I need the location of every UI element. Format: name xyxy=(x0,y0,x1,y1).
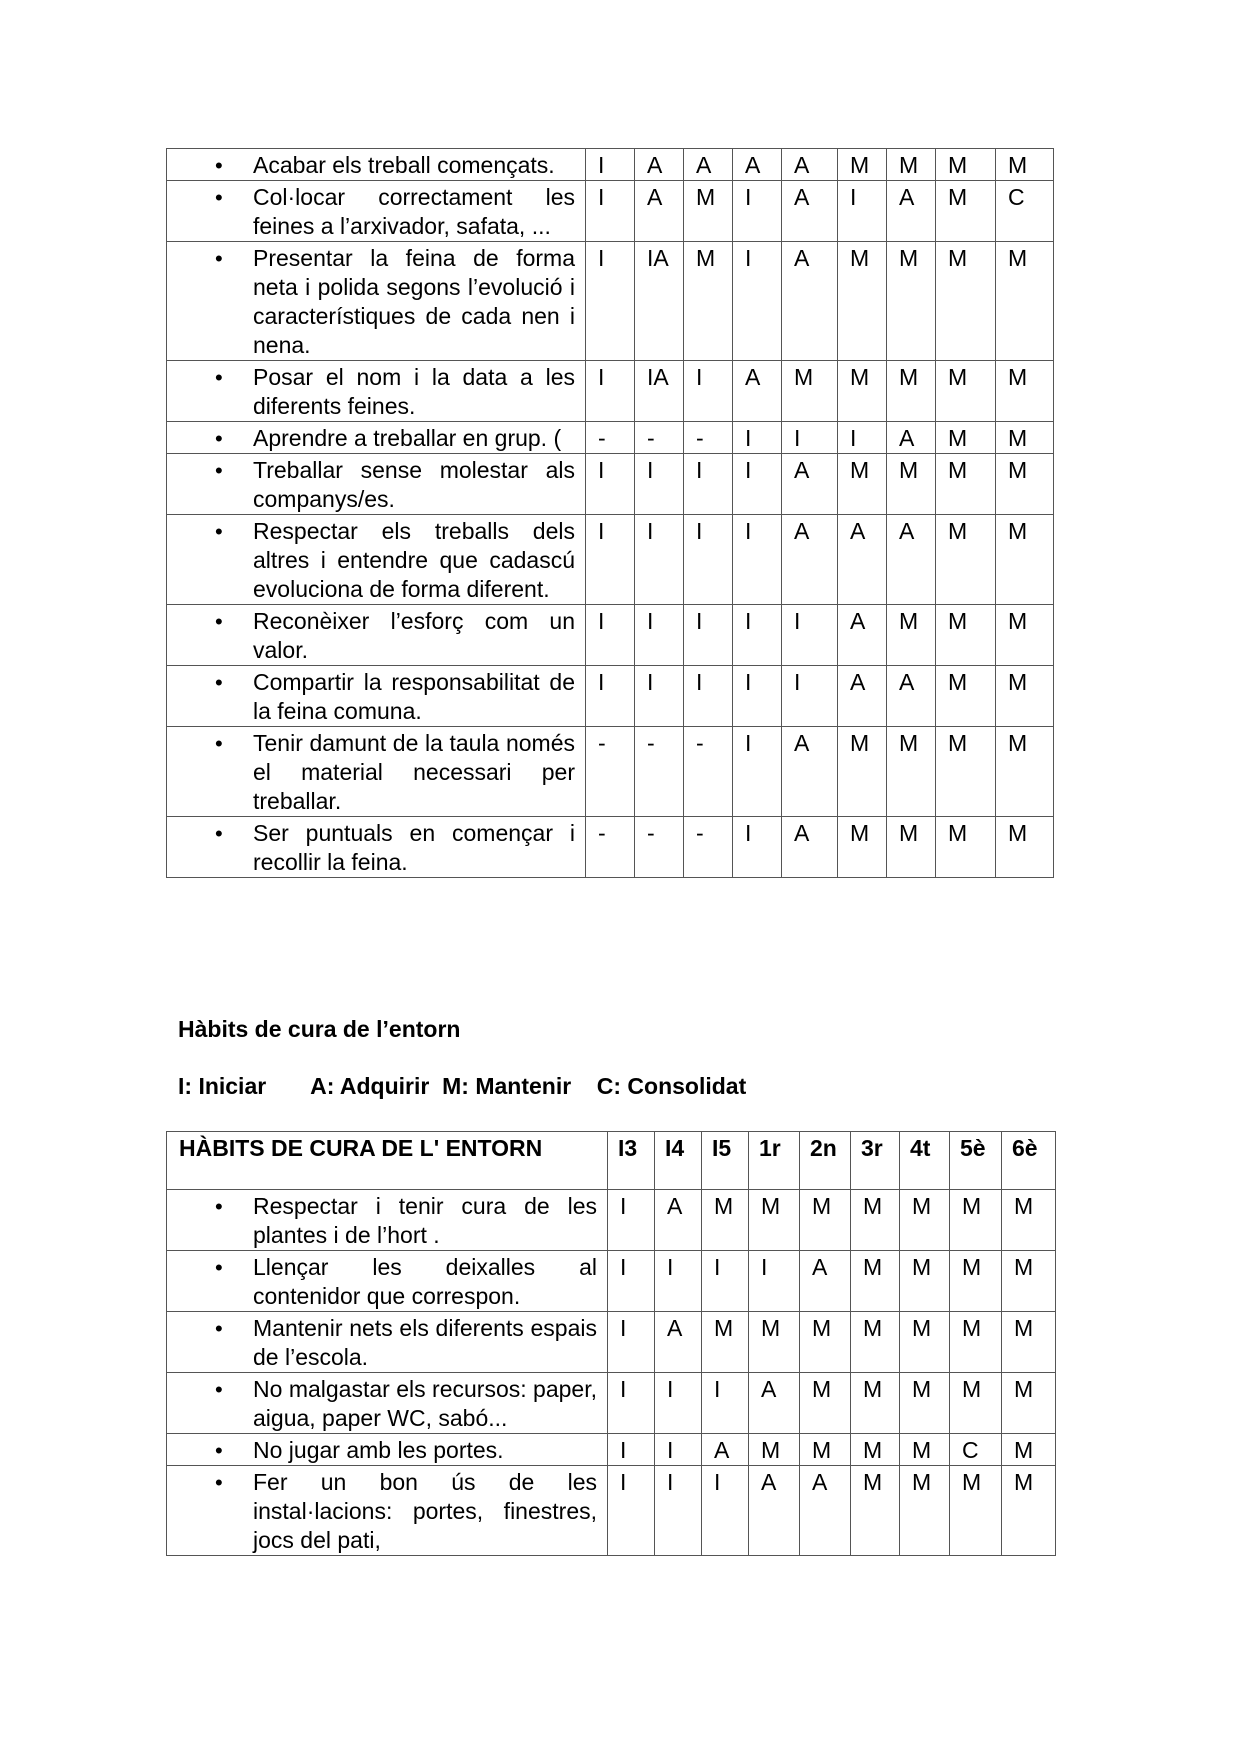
level-cell: I xyxy=(733,605,782,666)
level-cell: M xyxy=(900,1312,950,1373)
habits-work-table xyxy=(166,148,1054,878)
level-cell: I xyxy=(635,515,684,605)
level-cell: M xyxy=(851,1434,900,1466)
habit-description: • Llençar les deixalles al contenidor que correspon. xyxy=(253,1253,597,1311)
level-cell: A xyxy=(749,1373,800,1434)
level-cell: M xyxy=(851,1373,900,1434)
level-cell: I xyxy=(608,1466,655,1556)
level-cell: A xyxy=(887,181,936,242)
table-row xyxy=(167,149,1054,181)
table-row xyxy=(167,242,1054,361)
bullet-list xyxy=(167,729,575,816)
table-row xyxy=(167,361,1054,422)
bullet-list xyxy=(167,363,575,421)
legend-consolidat: C: Consolidat xyxy=(596,1073,747,1099)
level-cell: M xyxy=(851,1466,900,1556)
table-row xyxy=(167,666,1054,727)
level-cell: I xyxy=(838,181,887,242)
bullet-list xyxy=(167,424,575,453)
level-cell: M xyxy=(936,149,996,181)
habit-description: • Mantenir nets els diferents espais de l’escola. xyxy=(253,1314,597,1372)
legend-mantenir: M: Mantenir xyxy=(442,1073,572,1099)
level-cell: I xyxy=(702,1251,749,1312)
header-cell: I4 xyxy=(655,1132,702,1190)
level-cell: IA xyxy=(635,242,684,361)
level-cell: I xyxy=(635,454,684,515)
level-cell: M xyxy=(996,242,1054,361)
habit-description: • Compartir la responsabilitat de la feina comuna. xyxy=(253,668,575,726)
level-cell: I xyxy=(733,422,782,454)
level-cell: M xyxy=(684,181,733,242)
level-cell: I xyxy=(838,422,887,454)
level-cell: M xyxy=(900,1251,950,1312)
level-cell: M xyxy=(838,149,887,181)
bullet-list xyxy=(167,456,575,514)
level-cell: M xyxy=(936,666,996,727)
level-cell: I xyxy=(608,1373,655,1434)
level-cell: I xyxy=(608,1251,655,1312)
level-cell: M xyxy=(838,454,887,515)
bullet-list xyxy=(167,244,575,360)
level-cell: M xyxy=(838,817,887,878)
level-cell: A xyxy=(887,515,936,605)
level-cell: A xyxy=(838,515,887,605)
level-cell: A xyxy=(655,1312,702,1373)
habit-description-cell xyxy=(167,1434,608,1466)
level-cell: M xyxy=(1002,1466,1056,1556)
level-cell: M xyxy=(900,1434,950,1466)
habit-description: • Tenir damunt de la taula només el material necessari per treballar. xyxy=(253,729,575,816)
level-cell: M xyxy=(887,242,936,361)
bullet-list xyxy=(167,1253,597,1311)
habit-description-cell xyxy=(167,422,586,454)
level-cell: M xyxy=(838,361,887,422)
level-cell: M xyxy=(950,1190,1002,1251)
level-cell: M xyxy=(800,1373,851,1434)
level-cell: I xyxy=(684,361,733,422)
level-cell: I xyxy=(586,149,635,181)
level-cell: I xyxy=(655,1373,702,1434)
bullet-list xyxy=(167,151,575,180)
level-cell: M xyxy=(950,1312,1002,1373)
level-cell: I xyxy=(733,242,782,361)
level-cell: A xyxy=(635,149,684,181)
level-cell: - xyxy=(586,817,635,878)
level-cell: - xyxy=(684,727,733,817)
level-cell: I xyxy=(684,454,733,515)
level-cell: M xyxy=(900,1373,950,1434)
table-header-row xyxy=(167,1132,1056,1190)
level-cell: M xyxy=(1002,1434,1056,1466)
level-cell: I xyxy=(655,1434,702,1466)
level-cell: I xyxy=(586,515,635,605)
table-row xyxy=(167,1434,1056,1466)
level-cell: I xyxy=(782,605,838,666)
table-row xyxy=(167,605,1054,666)
level-cell: IA xyxy=(635,361,684,422)
level-cell: A xyxy=(838,666,887,727)
level-cell: A xyxy=(782,181,838,242)
habit-description-cell xyxy=(167,242,586,361)
level-cell: M xyxy=(936,422,996,454)
level-cell: I xyxy=(586,666,635,727)
level-cell: - xyxy=(684,422,733,454)
level-cell: A xyxy=(782,727,838,817)
bullet-list xyxy=(167,1314,597,1372)
level-cell: M xyxy=(1002,1373,1056,1434)
level-cell: M xyxy=(936,181,996,242)
habit-description: • No malgastar els recursos: paper, aigua, paper WC, sabó... xyxy=(253,1375,597,1433)
level-cell: M xyxy=(936,242,996,361)
habit-description-cell xyxy=(167,361,586,422)
level-cell: I xyxy=(655,1466,702,1556)
bullet-list xyxy=(167,819,575,877)
habit-description: • No jugar amb les portes. xyxy=(253,1436,597,1465)
level-cell: A xyxy=(782,454,838,515)
level-cell: I xyxy=(586,454,635,515)
habit-description: • Aprendre a treballar en grup. ( xyxy=(253,424,575,453)
habit-description-cell xyxy=(167,515,586,605)
section-title: Hàbits de cura de l’entorn xyxy=(178,1016,461,1042)
level-cell: M xyxy=(838,727,887,817)
level-cell: - xyxy=(586,727,635,817)
level-cell: - xyxy=(684,817,733,878)
level-cell: M xyxy=(950,1466,1002,1556)
habit-description: • Respectar els treballs dels altres i entendre que cadascú evoluciona de forma diferent. xyxy=(253,517,575,604)
level-cell: M xyxy=(887,817,936,878)
habit-description: • Ser puntuals en començar i recollir la feina. xyxy=(253,819,575,877)
level-cell: A xyxy=(782,515,838,605)
level-cell: M xyxy=(1002,1251,1056,1312)
level-cell: A xyxy=(702,1434,749,1466)
level-cell: C xyxy=(950,1434,1002,1466)
header-cell: HÀBITS DE CURA DE L' ENTORN xyxy=(167,1132,608,1190)
habit-description-cell xyxy=(167,1312,608,1373)
level-cell: M xyxy=(936,454,996,515)
level-cell: M xyxy=(800,1190,851,1251)
level-cell: M xyxy=(936,515,996,605)
level-cell: M xyxy=(887,454,936,515)
habit-description: • Presentar la feina de forma neta i polida segons l’evolució i característiques de cada nen i nena. xyxy=(253,244,575,360)
level-cell: M xyxy=(749,1190,800,1251)
level-cell: A xyxy=(782,817,838,878)
level-cell: M xyxy=(684,242,733,361)
level-cell: M xyxy=(887,605,936,666)
level-cell: A xyxy=(782,149,838,181)
habit-description-cell xyxy=(167,454,586,515)
level-cell: M xyxy=(996,361,1054,422)
level-cell: I xyxy=(749,1251,800,1312)
level-cell: A xyxy=(635,181,684,242)
level-cell: - xyxy=(635,817,684,878)
level-cell: M xyxy=(702,1190,749,1251)
level-cell: - xyxy=(635,422,684,454)
header-cell: 5è xyxy=(950,1132,1002,1190)
habit-description: • Respectar i tenir cura de les plantes i de l’hort . xyxy=(253,1192,597,1250)
level-cell: I xyxy=(733,727,782,817)
level-cell: M xyxy=(800,1434,851,1466)
habit-description-cell xyxy=(167,1373,608,1434)
habit-description-cell xyxy=(167,181,586,242)
level-cell: M xyxy=(950,1251,1002,1312)
habit-description-cell xyxy=(167,605,586,666)
level-cell: M xyxy=(1002,1190,1056,1251)
header-cell: 3r xyxy=(851,1132,900,1190)
level-cell: I xyxy=(782,422,838,454)
level-cell: A xyxy=(733,361,782,422)
bullet-list xyxy=(167,1436,597,1465)
bullet-list xyxy=(167,517,575,604)
level-cell: M xyxy=(996,666,1054,727)
level-cell: I xyxy=(586,605,635,666)
bullet-list xyxy=(167,1375,597,1433)
level-cell: M xyxy=(851,1190,900,1251)
level-cell: A xyxy=(800,1251,851,1312)
level-cell: M xyxy=(749,1434,800,1466)
habit-description-cell xyxy=(167,666,586,727)
level-cell: - xyxy=(635,727,684,817)
habit-description-cell xyxy=(167,817,586,878)
table-row xyxy=(167,817,1054,878)
level-cell: M xyxy=(936,361,996,422)
level-cell: I xyxy=(608,1434,655,1466)
level-cell: I xyxy=(733,454,782,515)
header-cell: 2n xyxy=(800,1132,851,1190)
level-cell: I xyxy=(702,1466,749,1556)
table-row xyxy=(167,1466,1056,1556)
level-cell: M xyxy=(900,1466,950,1556)
level-cell: - xyxy=(586,422,635,454)
level-cell: I xyxy=(733,817,782,878)
level-cell: M xyxy=(887,727,936,817)
header-cell: 1r xyxy=(749,1132,800,1190)
level-cell: A xyxy=(887,666,936,727)
habit-description-cell xyxy=(167,1251,608,1312)
table-row xyxy=(167,1190,1056,1251)
level-cell: M xyxy=(936,817,996,878)
level-cell: I xyxy=(608,1312,655,1373)
legend-adquirir: A: Adquirir xyxy=(310,1073,430,1099)
level-cell: I xyxy=(733,515,782,605)
legend-iniciar: I: Iniciar xyxy=(178,1073,267,1099)
table-row xyxy=(167,454,1054,515)
level-cell: I xyxy=(608,1190,655,1251)
level-cell: M xyxy=(749,1312,800,1373)
bullet-list xyxy=(167,607,575,665)
level-cell: M xyxy=(887,149,936,181)
habit-description: • Posar el nom i la data a les diferents feines. xyxy=(253,363,575,421)
habit-description-cell xyxy=(167,1190,608,1251)
header-cell: 4t xyxy=(900,1132,950,1190)
table-row xyxy=(167,727,1054,817)
level-cell: M xyxy=(996,454,1054,515)
level-cell: I xyxy=(655,1251,702,1312)
level-cell: M xyxy=(702,1312,749,1373)
level-cell: I xyxy=(684,605,733,666)
level-cell: I xyxy=(586,242,635,361)
level-cell: M xyxy=(900,1190,950,1251)
habit-description: • Treballar sense molestar als companys/es. xyxy=(253,456,575,514)
habit-description-cell xyxy=(167,727,586,817)
level-cell: M xyxy=(838,242,887,361)
table-row xyxy=(167,422,1054,454)
bullet-list xyxy=(167,668,575,726)
level-cell: A xyxy=(749,1466,800,1556)
level-cell: A xyxy=(733,149,782,181)
table-row xyxy=(167,181,1054,242)
level-cell: M xyxy=(1002,1312,1056,1373)
table-row xyxy=(167,1373,1056,1434)
level-cell: A xyxy=(887,422,936,454)
level-cell: M xyxy=(800,1312,851,1373)
level-cell: M xyxy=(851,1251,900,1312)
header-cell: 6è xyxy=(1002,1132,1056,1190)
header-cell: I5 xyxy=(702,1132,749,1190)
level-cell: I xyxy=(635,605,684,666)
level-cell: M xyxy=(887,361,936,422)
level-cell: I xyxy=(684,515,733,605)
level-cell: I xyxy=(733,666,782,727)
level-cell: M xyxy=(996,149,1054,181)
level-cell: A xyxy=(655,1190,702,1251)
bullet-list xyxy=(167,183,575,241)
habit-description: • Acabar els treball començats. xyxy=(253,151,575,180)
level-cell: I xyxy=(684,666,733,727)
table-row xyxy=(167,1251,1056,1312)
table-row xyxy=(167,1312,1056,1373)
level-cell: I xyxy=(702,1373,749,1434)
level-cell: M xyxy=(936,727,996,817)
level-cell: C xyxy=(996,181,1054,242)
table-row xyxy=(167,515,1054,605)
habit-description: • Fer un bon ús de les instal·lacions: portes, finestres, jocs del pati, xyxy=(253,1468,597,1555)
level-cell: I xyxy=(635,666,684,727)
level-cell: M xyxy=(996,605,1054,666)
level-cell: I xyxy=(733,181,782,242)
habit-description: • Reconèixer l’esforç com un valor. xyxy=(253,607,575,665)
level-cell: M xyxy=(996,727,1054,817)
level-cell: M xyxy=(950,1373,1002,1434)
bullet-list xyxy=(167,1468,597,1555)
level-cell: I xyxy=(586,181,635,242)
bullet-list xyxy=(167,1192,597,1250)
habit-description-cell xyxy=(167,149,586,181)
level-cell: A xyxy=(800,1466,851,1556)
habits-environment-table xyxy=(166,1131,1056,1556)
level-cell: M xyxy=(996,422,1054,454)
level-cell: M xyxy=(996,817,1054,878)
level-cell: M xyxy=(936,605,996,666)
level-cell: I xyxy=(586,361,635,422)
habit-description-cell xyxy=(167,1466,608,1556)
level-cell: A xyxy=(838,605,887,666)
level-cell: A xyxy=(782,242,838,361)
level-cell: M xyxy=(851,1312,900,1373)
legend xyxy=(178,1073,746,1100)
level-cell: A xyxy=(684,149,733,181)
level-cell: M xyxy=(782,361,838,422)
level-cell: M xyxy=(996,515,1054,605)
level-cell: I xyxy=(782,666,838,727)
header-cell: I3 xyxy=(608,1132,655,1190)
habit-description: • Col·locar correctament les feines a l’arxivador, safata, ... xyxy=(253,183,575,241)
